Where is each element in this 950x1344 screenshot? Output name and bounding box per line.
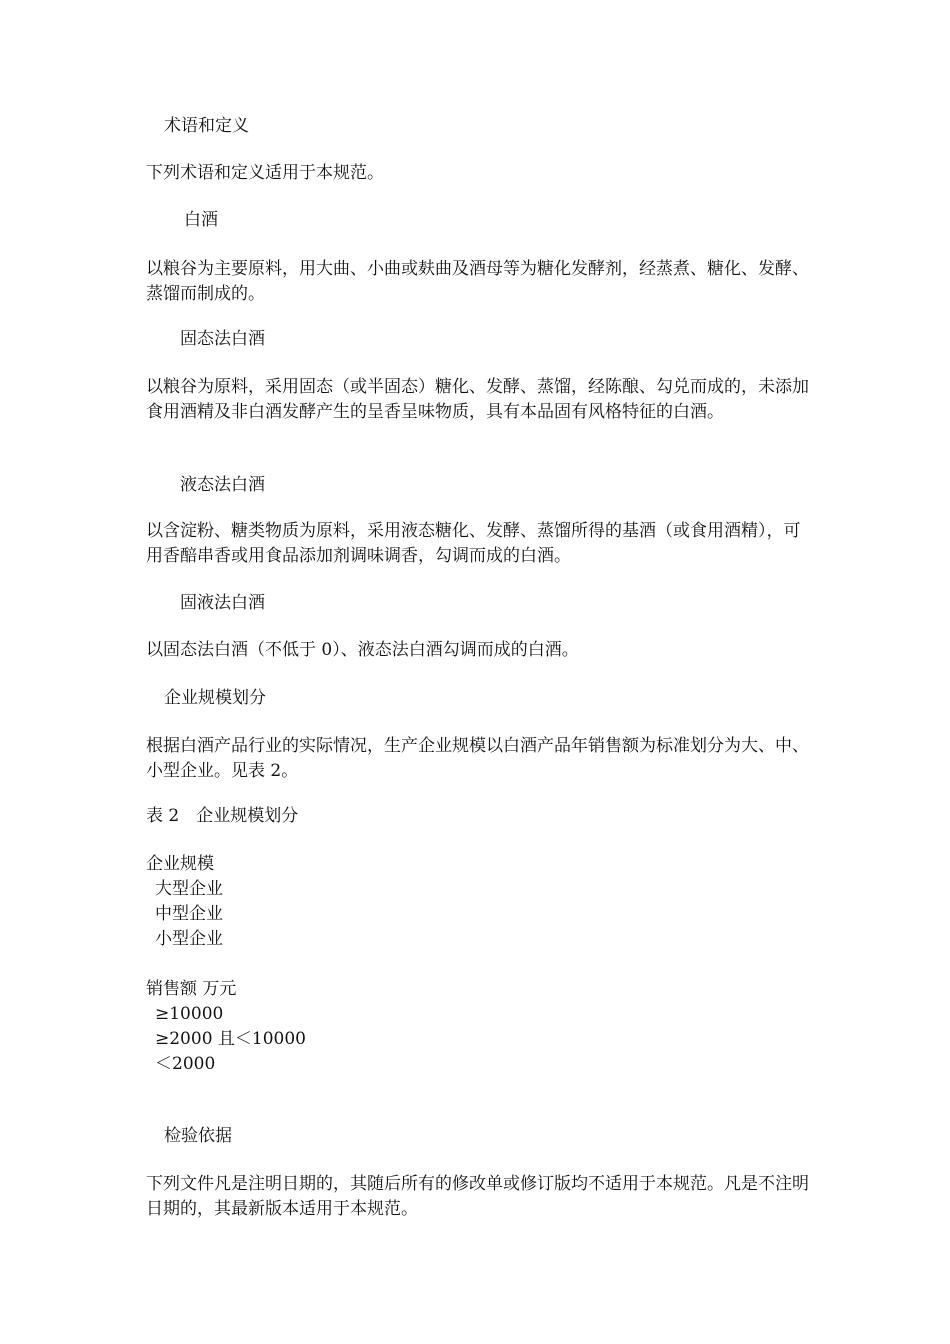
terms-heading: 术语和定义	[164, 116, 249, 136]
table-header-sales: 销售额 万元	[146, 979, 237, 999]
table-cell: ＜2000	[155, 1054, 216, 1074]
baijiu-definition: 以粮谷为主要原料，用大曲、小曲或麸曲及酒母等为糖化发酵剂，经蒸煮、糖化、发酵、蒸馏而制成的。	[146, 259, 809, 304]
terms-intro: 下列术语和定义适用于本规范。	[146, 163, 384, 183]
table-header-scale: 企业规模	[146, 854, 214, 874]
table-cell: 大型企业	[155, 879, 223, 899]
table-sales-column	[146, 977, 306, 1077]
solid-baijiu-definition: 以粮谷为原料，采用固态（或半固态）糖化、发酵、蒸馏，经陈酿、勾兑而成的，未添加食用酒精及非白酒发酵产生的呈香呈味物质，具有本品固有风格特征的白酒。	[146, 377, 809, 422]
liquid-baijiu-heading: 液态法白酒	[180, 475, 265, 495]
table-scale-column	[146, 852, 223, 952]
inspection-heading: 检验依据	[164, 1126, 232, 1146]
table-caption: 表 2 企业规模划分	[146, 806, 299, 826]
solid-baijiu-heading: 固态法白酒	[180, 329, 265, 349]
table-cell: 小型企业	[155, 929, 223, 949]
scale-intro: 根据白酒产品行业的实际情况，生产企业规模以白酒产品年销售额为标准划分为大、中、小型企业。见表 2。	[146, 736, 809, 781]
table-cell: ≥2000 且＜10000	[155, 1029, 306, 1049]
mixed-baijiu-definition: 以固态法白酒（不低于 0）、液态法白酒勾调而成的白酒。	[146, 640, 579, 660]
table-cell: ≥10000	[155, 1004, 224, 1024]
inspection-text: 下列文件凡是注明日期的，其随后所有的修改单或修订版均不适用于本规范。凡是不注明日期的，其最新版本适用于本规范。	[146, 1174, 809, 1219]
mixed-baijiu-heading: 固液法白酒	[180, 593, 265, 613]
table-cell: 中型企业	[155, 904, 223, 924]
baijiu-heading: 白酒	[184, 210, 218, 230]
scale-heading: 企业规模划分	[164, 688, 266, 708]
liquid-baijiu-definition: 以含淀粉、糖类物质为原料，采用液态糖化、发酵、蒸馏所得的基酒（或食用酒精），可用香醅串香或用食品添加剂调味调香，勾调而成的白酒。	[146, 521, 801, 566]
